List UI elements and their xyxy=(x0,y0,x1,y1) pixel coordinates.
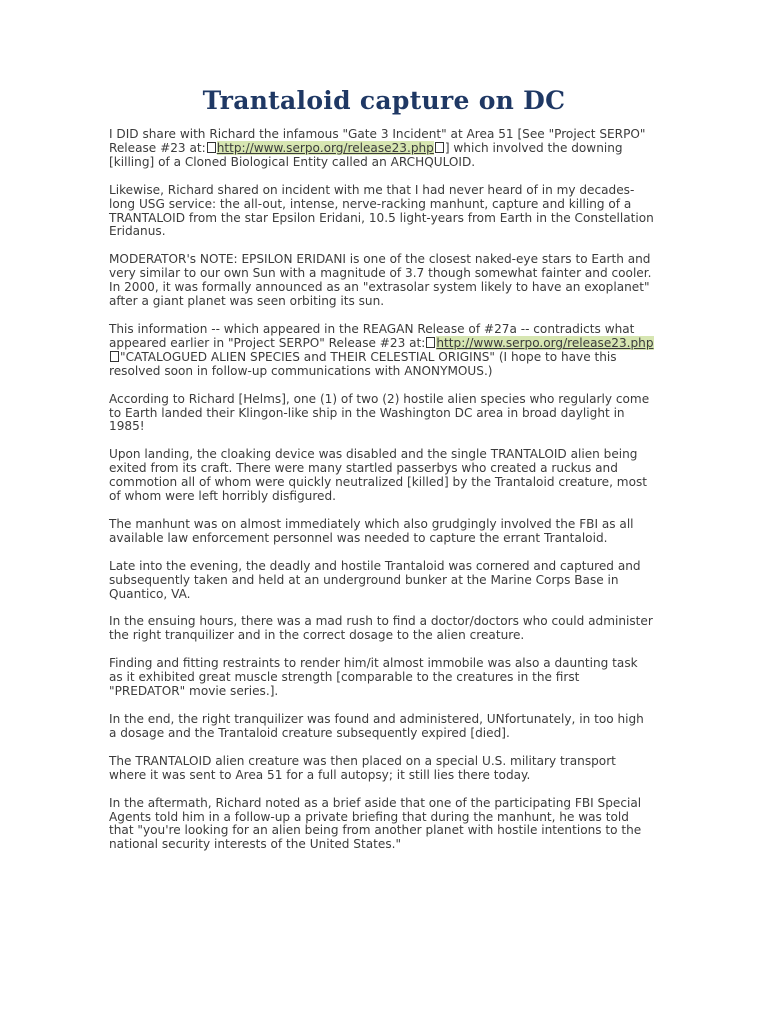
box-glyph-icon xyxy=(207,142,216,153)
paragraph-3: MODERATOR's NOTE: EPSILON ERIDANI is one of the closest naked-eye stars to Earth and very similar to our own Sun with a magnitude of 3.7 though somewhat fainter and cooler. In 2000, it was formally announced as an "extrasolar system likely to have an exoplanet" after a giant planet was seen orbiting its sun. xyxy=(109,252,652,309)
paragraph-11: In the end, the right tranquilizer was found and administered, UNfortunately, in too high a dosage and the Trantaloid creature subsequently expired [died]. xyxy=(109,712,644,740)
paragraph-8: Late into the evening, the deadly and hostile Trantaloid was cornered and captured and subsequently taken and held at an underground bunker at the Marine Corps Base in Quantico, VA. xyxy=(109,558,641,601)
box-glyph-icon xyxy=(435,142,444,153)
paragraph-10: Finding and fitting restraints to render him/it almost immobile was also a daunting task as it exhibited great muscle strength [comparable to the creatures in the first "PREDATOR" movie series.]. xyxy=(109,656,638,699)
paragraph-9: In the ensuing hours, there was a mad rush to find a doctor/doctors who could administer the right tranquilizer and in the correct dosage to the alien creature. xyxy=(109,614,653,643)
paragraph-5: According to Richard [Helms], one (1) of two (2) hostile alien species who regularly come to Earth landed their Klingon-like ship in the Washington DC area in broad daylight in 1985! xyxy=(109,391,650,434)
document-title: Trantaloid capture on DC xyxy=(202,86,566,115)
paragraph-text: ] which involved the downing [killing] of a Cloned Biological Entity called an ARCHQULOID. xyxy=(109,140,623,169)
paragraph-7: The manhunt was on almost immediately which also grudgingly involved the FBI as all available law enforcement personnel was needed to capture the errant Trantaloid. xyxy=(109,516,634,545)
serpo-release23-link[interactable]: http://www.serpo.org/release23.php xyxy=(216,140,434,155)
paragraph-text: "CATALOGUED ALIEN SPECIES and THEIR CELESTIAL ORIGINS" (I hope to have this resolved soon in follow-up communications with ANONYMOUS.) xyxy=(109,349,617,378)
paragraph-4 xyxy=(109,323,654,379)
paragraph-6: Upon landing, the cloaking device was disabled and the single TRANTALOID alien being exited from its craft. There were many startled passerbys who created a ruckus and commotion all of whom were quickly neutralized [killed] by the Trantaloid creature, most of whom were left horribly disfigured. xyxy=(109,447,648,504)
paragraph-text: This information -- which appeared in the REAGAN Release of #27a -- contradicts what appeared earlier in "Project SERPO" Release #23 at: xyxy=(109,321,635,350)
document-body xyxy=(109,128,654,866)
paragraph-text: I DID share with Richard the infamous "Gate 3 Incident" at Area 51 [See "Project SERPO" Release #23 at: xyxy=(109,127,646,155)
paragraph-13: In the aftermath, Richard noted as a brief aside that one of the participating FBI Special Agents told him in a follow-up a private briefing that during the manhunt, he was told that "you're looking for an alien being from another planet with hostile intentions to the national security interests of the United States." xyxy=(109,795,642,852)
box-glyph-icon xyxy=(426,337,435,348)
paragraph-2: Likewise, Richard shared on incident with me that I had never heard of in my decades-long USG service: the all-out, intense, nerve-racking manhunt, capture and killing of a TRANTALOID from the star Epsilon Eridani, 10.5 light-years from Earth in the Constellation Eridanus. xyxy=(109,182,654,239)
serpo-release23-link[interactable]: http://www.serpo.org/release23.php xyxy=(436,335,654,350)
paragraph-12: The TRANTALOID alien creature was then placed on a special U.S. military transport where it was sent to Area 51 for a full autopsy; it still lies there today. xyxy=(109,753,616,782)
paragraph-1 xyxy=(109,128,654,170)
box-glyph-icon xyxy=(110,351,119,362)
